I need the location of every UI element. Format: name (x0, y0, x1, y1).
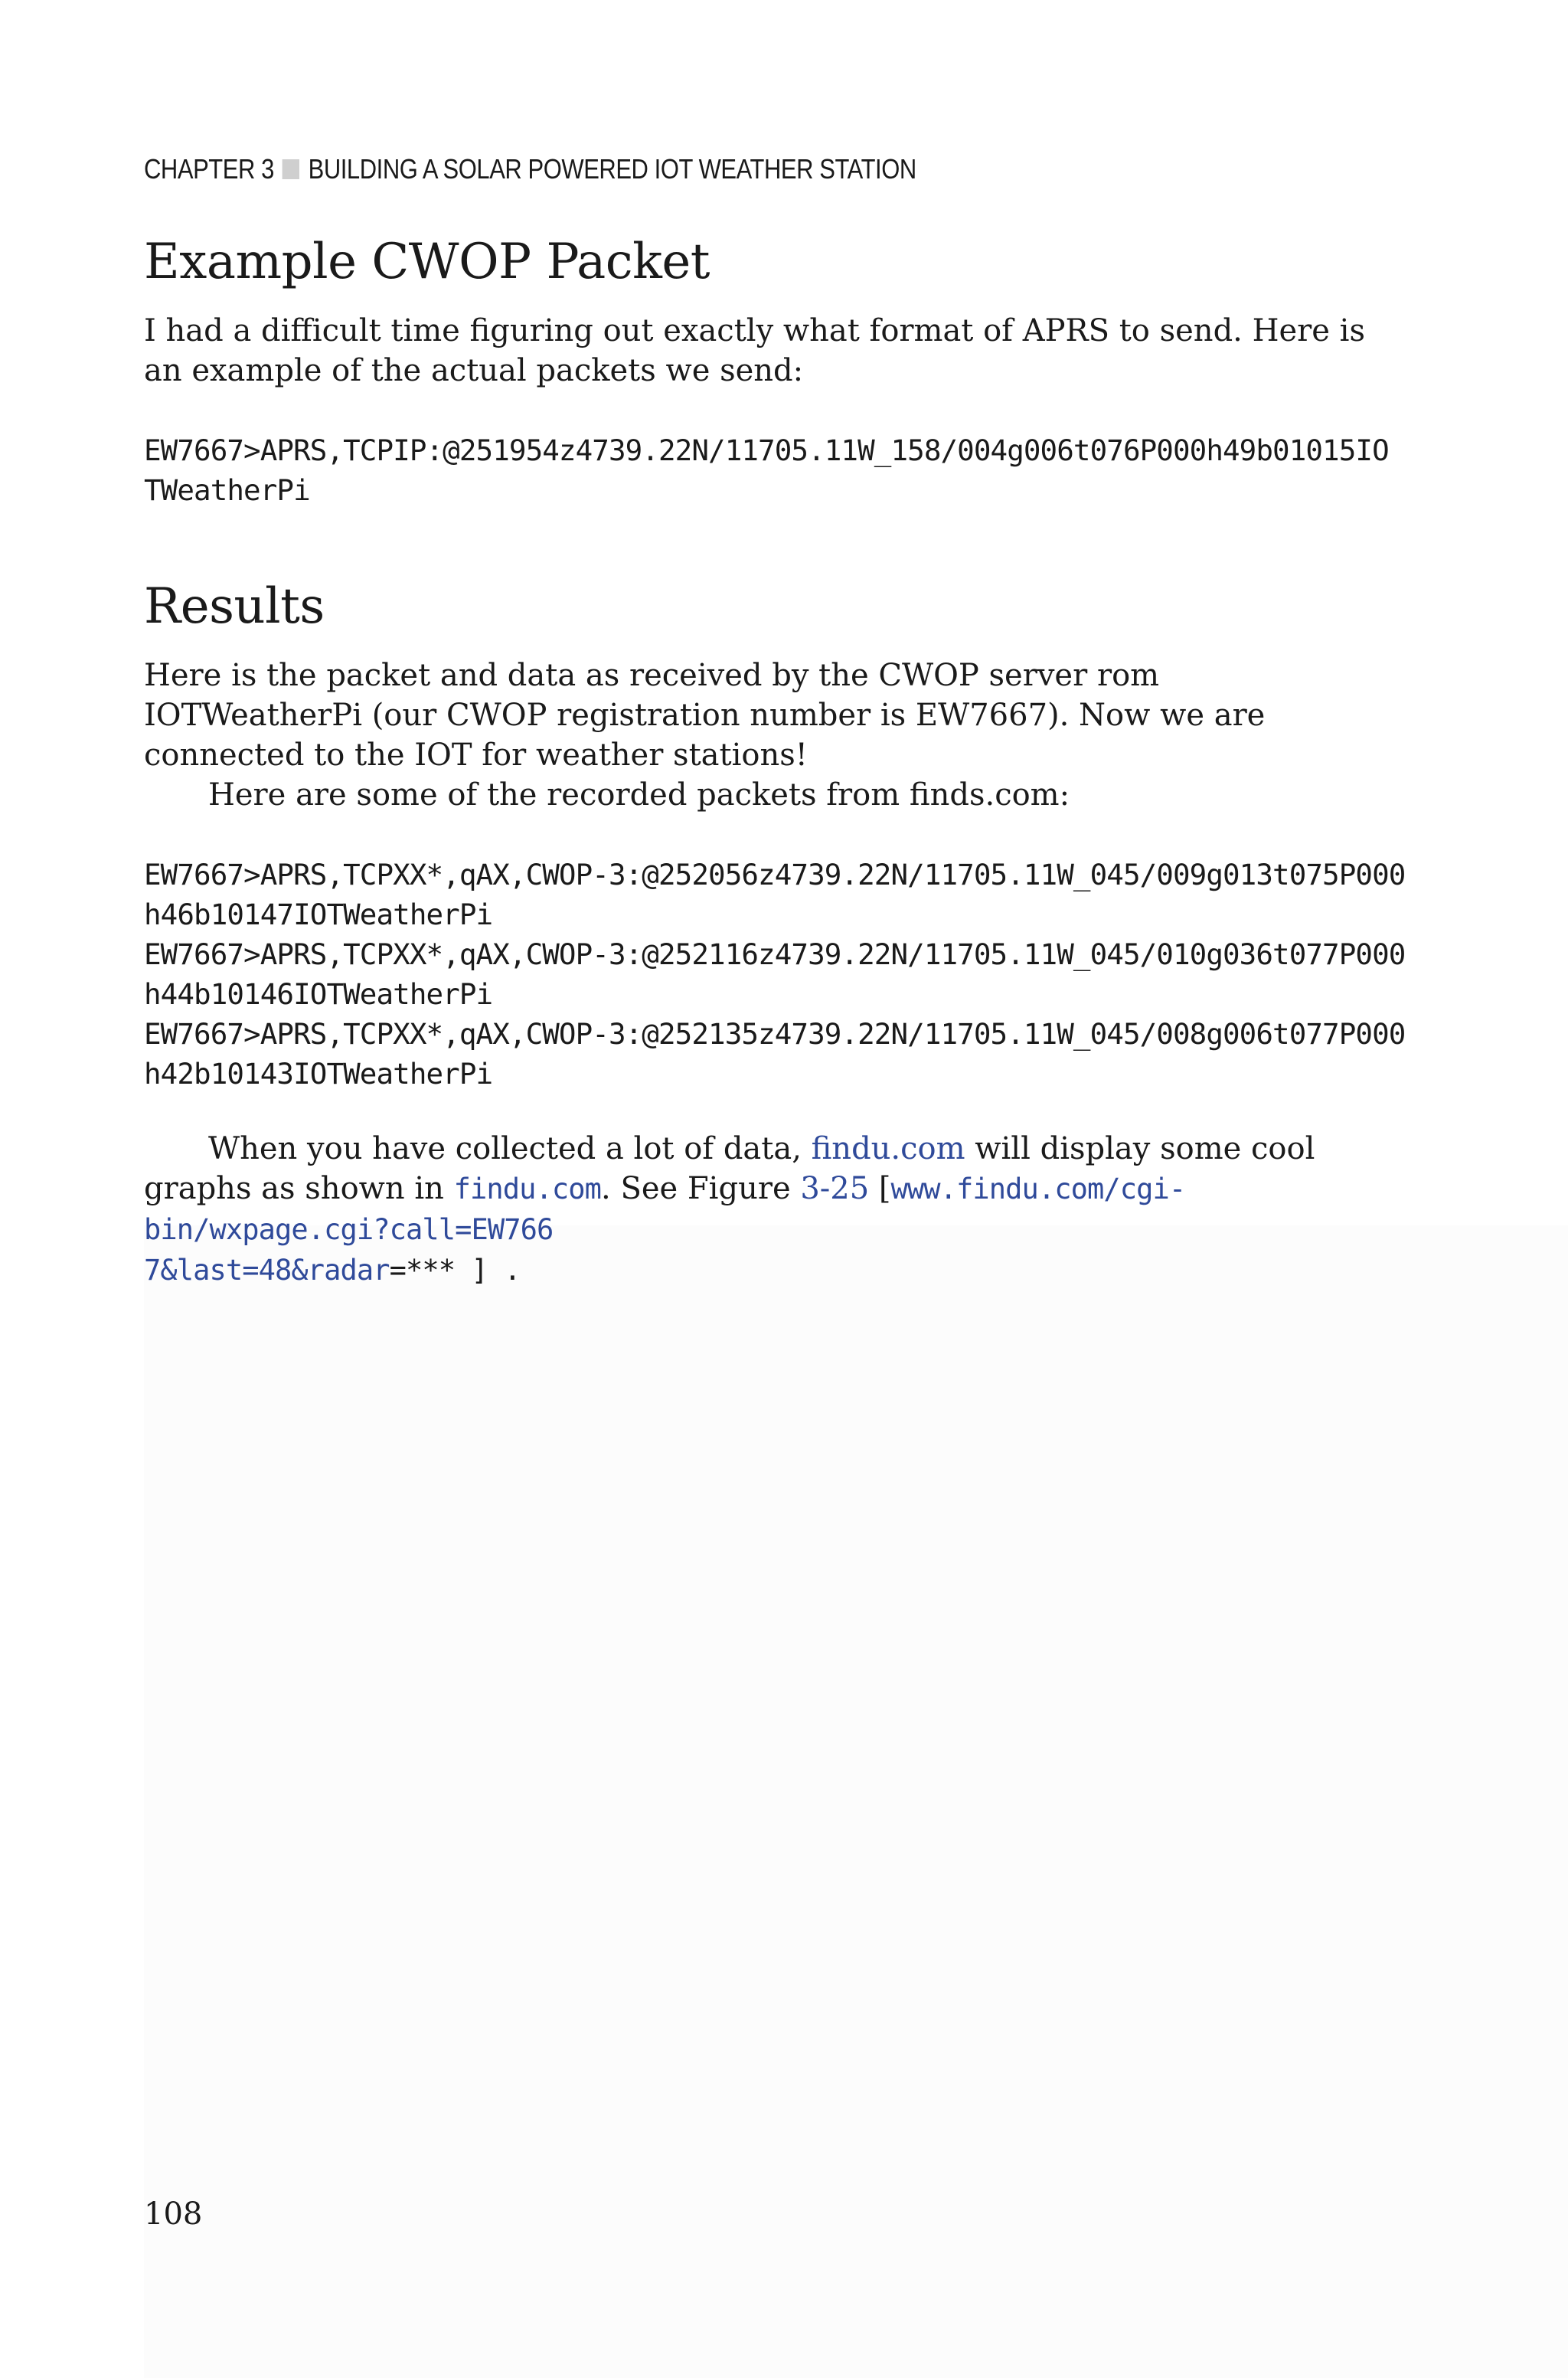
findu-link[interactable]: findu.com (811, 1131, 965, 1166)
figure-reference-link[interactable]: 3-25 (800, 1171, 870, 1206)
section2-code-block (144, 855, 1406, 1094)
section2-paragraph-1: Here is the packet and data as received by the CWOP server rom IOTWeatherPi (our CWOP registration number is EW7667). Now we are connected to the IOT for weather stations! (144, 658, 1266, 773)
code-line: EW7667>APRS,TCPXX*,qAX,CWOP-3:@252116z4739.22N/11705.11W_045/010g036t077P000 (144, 937, 1406, 971)
code-line: EW7667>APRS,TCPIP:@251954z4739.22N/11705.11W_158/004g006t076P000h49b01015IO (144, 433, 1389, 467)
section1-paragraph: I had a difficult time figuring out exactly what format of APRS to send. Here is an example of the actual packets we send: (144, 313, 1365, 388)
code-line: EW7667>APRS,TCPXX*,qAX,CWOP-3:@252135z4739.22N/11705.11W_045/008g006t077P000 (144, 1017, 1406, 1051)
running-head-separator (282, 159, 299, 179)
running-head-title: BUILDING A SOLAR POWERED IOT WEATHER STATION (308, 153, 916, 185)
code-line: h42b10143IOTWeatherPi (144, 1057, 493, 1091)
closing-text: =*** ] . (389, 1254, 521, 1287)
code-line: h44b10146IOTWeatherPi (144, 977, 493, 1011)
running-head-chapter: CHAPTER 3 (144, 153, 274, 185)
closing-text: will display some cool graphs as shown in (144, 1131, 1315, 1206)
closing-text: . See Figure (601, 1171, 801, 1206)
running-head (144, 153, 916, 185)
section2-paragraph-2: Here are some of the recorded packets from finds.com: (208, 777, 1070, 813)
findu-url-link-part1[interactable]: www.findu.com/cgi-bin/wxpage.cgi?call=EW766 (144, 1173, 1186, 1246)
section-heading-example-cwop-packet: Example CWOP Packet (144, 234, 710, 290)
closing-text: When you have collected a lot of data, (208, 1131, 812, 1166)
closing-text: [ (869, 1171, 891, 1206)
page-number: 108 (144, 2196, 203, 2232)
findu-url-link-part2[interactable]: 7&last=48&radar (144, 1254, 390, 1287)
section1-code-block (144, 430, 1400, 510)
code-line: TWeatherPi (144, 473, 310, 507)
code-line: EW7667>APRS,TCPXX*,qAX,CWOP-3:@252056z4739.22N/11705.11W_045/009g013t075P000 (144, 858, 1406, 891)
section-heading-results: Results (144, 578, 325, 635)
code-line: h46b10147IOTWeatherPi (144, 898, 493, 931)
section2-closing-paragraph (144, 1129, 1384, 1290)
findu-code-link[interactable]: findu.com (453, 1173, 602, 1205)
page-background-tint (144, 1225, 1568, 2378)
